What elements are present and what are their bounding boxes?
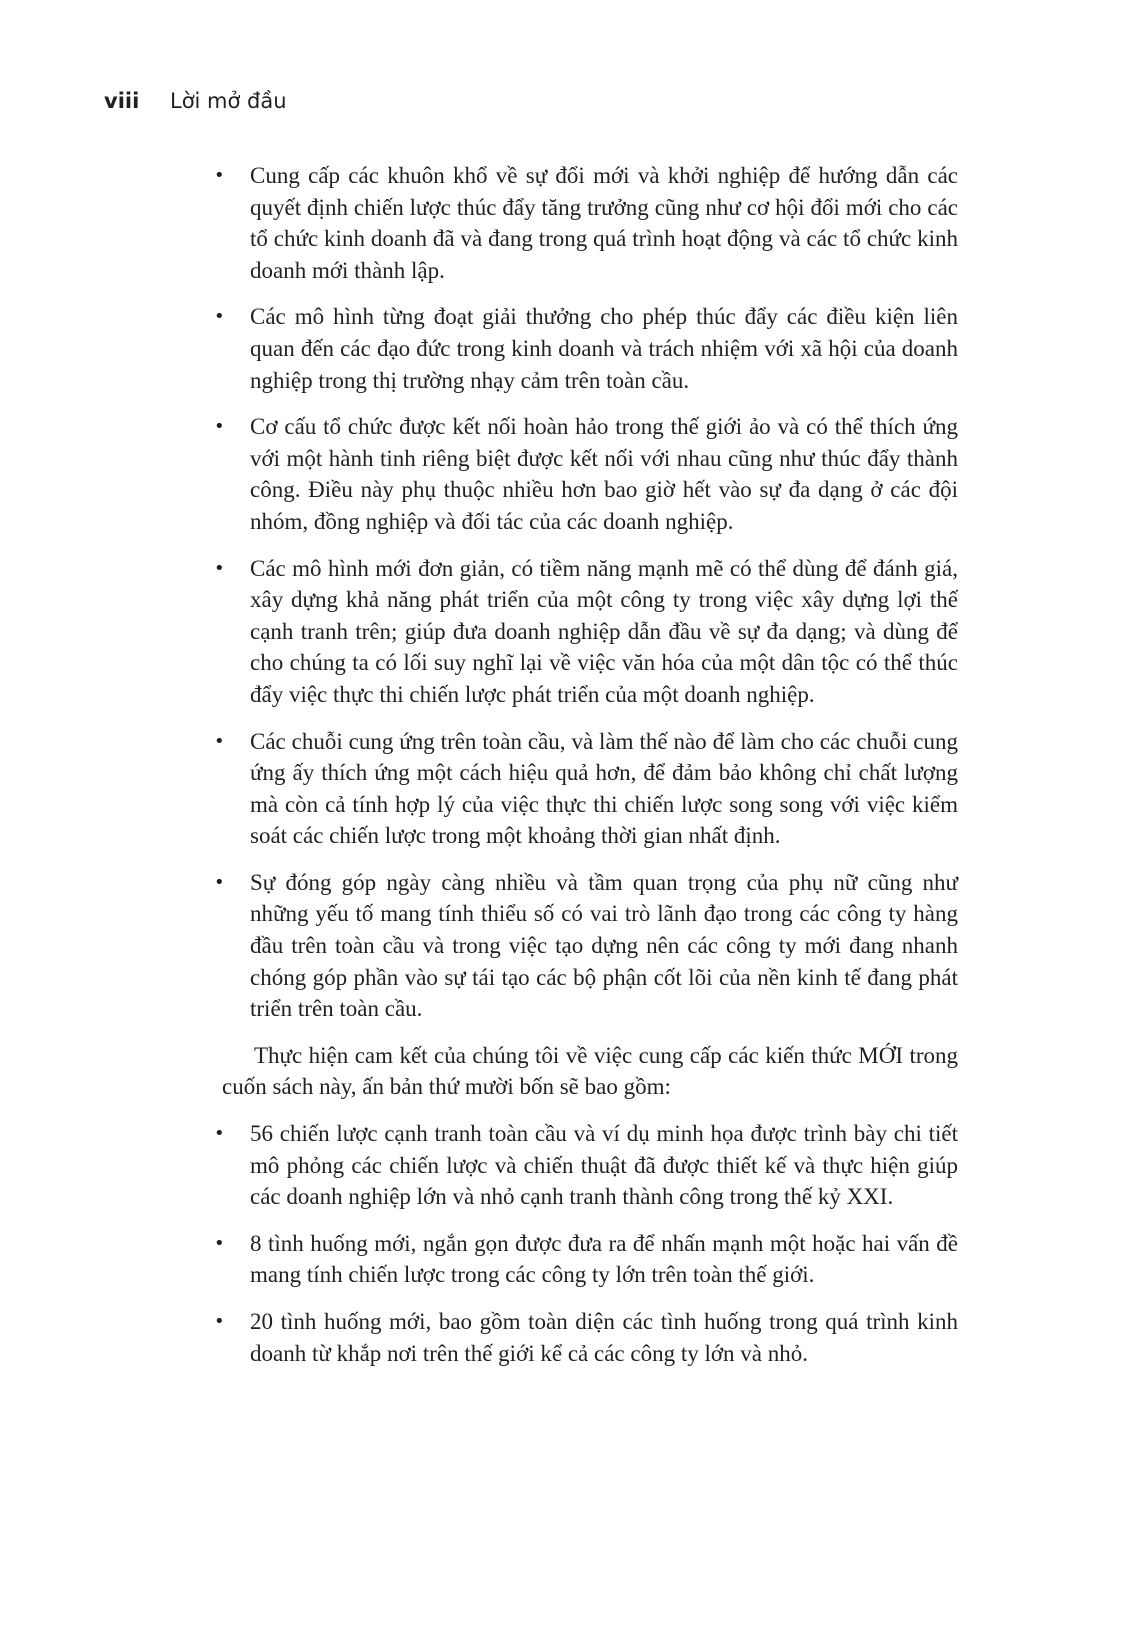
page-number: viii bbox=[104, 89, 140, 113]
list-item: • 8 tình huống mới, ngắn gọn được đưa ra để nhấn mạnh một hoặc hai vấn đề mang tính chiến lược trong các công ty lớn trên toàn thế giới. bbox=[222, 1228, 958, 1291]
feature-list bbox=[222, 160, 958, 1025]
page-body bbox=[222, 160, 958, 1384]
list-item: • Cơ cấu tổ chức được kết nối hoàn hảo trong thế giới ảo và có thể thích ứng với một hành tinh riêng biệt được kết nối với nhau cũng như thúc đẩy thành công. Điều này phụ thuộc nhiều hơn bao giờ hết vào sự đa dạng ở các đội nhóm, đồng nghiệp và đối tác của các doanh nghiệp. bbox=[222, 411, 958, 537]
edition-content-list bbox=[222, 1118, 958, 1369]
list-item: • Các mô hình mới đơn giản, có tiềm năng mạnh mẽ có thể dùng để đánh giá, xây dựng khả năng phát triển của một công ty trong việc xây dựng lợi thế cạnh tranh trên; giúp đưa doanh nghiệp dẫn đầu về sự đa dạng; và dùng để cho chúng ta có lối suy nghĩ lại về việc văn hóa của một dân tộc có thể thúc đẩy việc thực thi chiến lược phát triển của một doanh nghiệp. bbox=[222, 553, 958, 711]
list-item: • Các mô hình từng đoạt giải thưởng cho phép thúc đẩy các điều kiện liên quan đến các đạo đức trong kinh doanh và trách nhiệm với xã hội của doanh nghiệp trong thị trường nhạy cảm trên toàn cầu. bbox=[222, 301, 958, 396]
running-title: Lời mở đầu bbox=[170, 89, 287, 113]
page-header bbox=[104, 86, 287, 116]
list-item: • Các chuỗi cung ứng trên toàn cầu, và làm thế nào để làm cho các chuỗi cung ứng ấy thích ứng một cách hiệu quả hơn, để đảm bảo không chỉ chất lượng mà còn cả tính hợp lý của việc thực thi chiến lược song song với việc kiểm soát các chiến lược trong một khoảng thời gian nhất định. bbox=[222, 726, 958, 852]
list-item: • Sự đóng góp ngày càng nhiều và tầm quan trọng của phụ nữ cũng như những yếu tố mang tính thiểu số có vai trò lãnh đạo trong các công ty hàng đầu trên toàn cầu và trong việc tạo dựng nên các công ty mới đang nhanh chóng góp phần vào sự tái tạo các bộ phận cốt lõi của nền kinh tế đang phát triển trên toàn cầu. bbox=[222, 867, 958, 1025]
list-item: • 56 chiến lược cạnh tranh toàn cầu và ví dụ minh họa được trình bày chi tiết mô phỏng các chiến lược và chiến thuật đã được thiết kế và thực hiện giúp các doanh nghiệp lớn và nhỏ cạnh tranh thành công trong thế kỷ XXI. bbox=[222, 1118, 958, 1213]
list-item: • 20 tình huống mới, bao gồm toàn diện các tình huống trong quá trình kinh doanh từ khắp nơi trên thế giới kể cả các công ty lớn và nhỏ. bbox=[222, 1306, 958, 1369]
list-item: • Cung cấp các khuôn khổ về sự đổi mới và khởi nghiệp để hướng dẫn các quyết định chiến lược thúc đẩy tăng trưởng cũng như cơ hội đổi mới cho các tổ chức kinh doanh đã và đang trong quá trình hoạt động và các tổ chức kinh doanh mới thành lập. bbox=[222, 160, 958, 286]
intro-paragraph: Thực hiện cam kết của chúng tôi về việc cung cấp các kiến thức MỚI trong cuốn sách này, ấn bản thứ mười bốn sẽ bao gồm: bbox=[222, 1042, 958, 1100]
